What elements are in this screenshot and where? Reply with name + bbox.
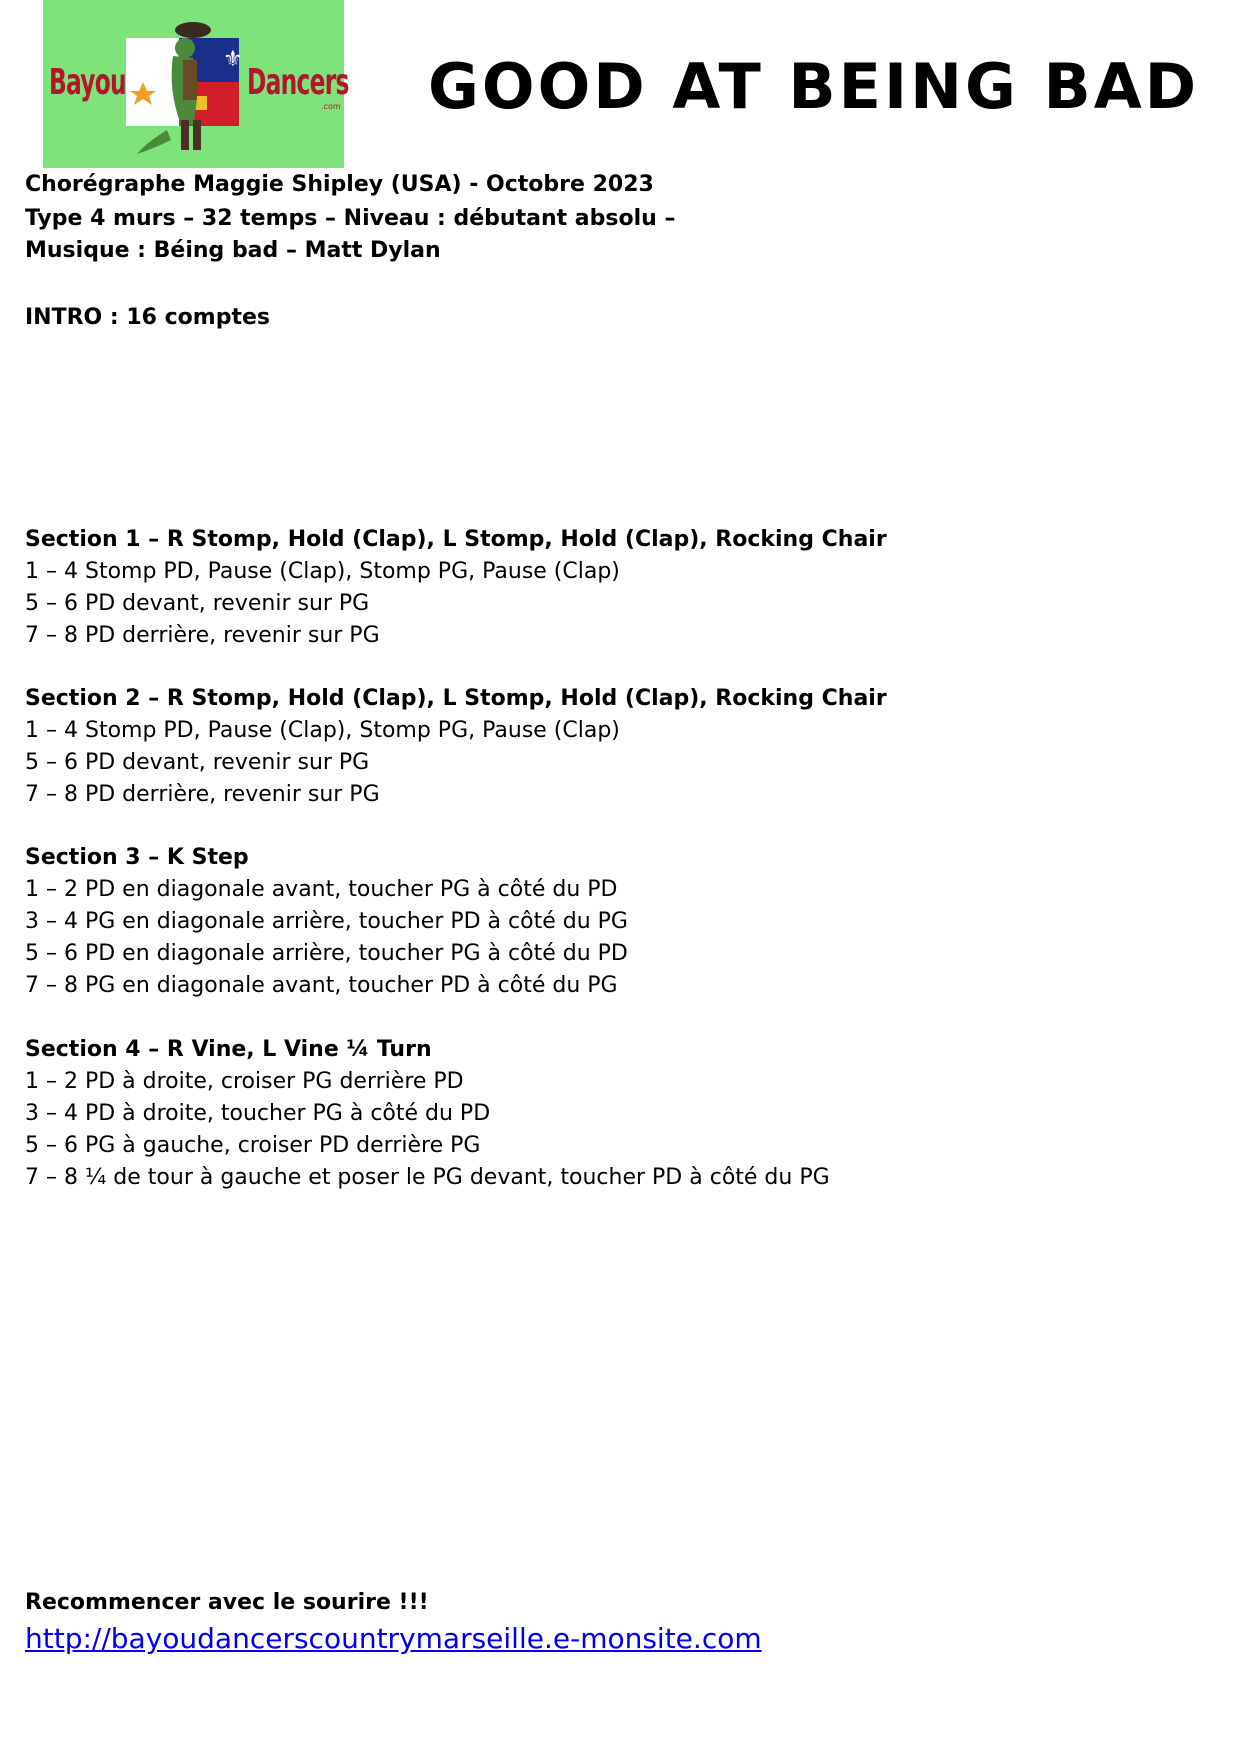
step-line: 1 – 2 PD à droite, croiser PG derrière PD (25, 1069, 464, 1094)
website-link[interactable]: http://bayoudancerscountrymarseille.e-monsite.com (25, 1622, 762, 1655)
step-line: 1 – 4 Stomp PD, Pause (Clap), Stomp PG, Pause (Clap) (25, 559, 620, 584)
step-line: 7 – 8 PD derrière, revenir sur PG (25, 623, 380, 648)
section-title: Section 3 – K Step (25, 845, 249, 870)
step-line: 5 – 6 PD devant, revenir sur PG (25, 591, 370, 616)
section-title: Section 4 – R Vine, L Vine ¼ Turn (25, 1037, 432, 1062)
logo-suffix: .com (321, 102, 341, 111)
step-line: 3 – 4 PG en diagonale arrière, toucher PD à côté du PG (25, 909, 628, 934)
section-title: Section 2 – R Stomp, Hold (Clap), L Stomp, Hold (Clap), Rocking Chair (25, 686, 887, 711)
step-line: 3 – 4 PD à droite, toucher PG à côté du PD (25, 1101, 491, 1126)
type-line: Type 4 murs – 32 temps – Niveau : débutant absolu – (25, 206, 676, 231)
logo (43, 0, 349, 168)
step-line: 1 – 4 Stomp PD, Pause (Clap), Stomp PG, Pause (Clap) (25, 718, 620, 743)
step-line: 7 – 8 PD derrière, revenir sur PG (25, 782, 380, 807)
page-title: GOOD AT BEING BAD (428, 50, 1200, 123)
step-line: 5 – 6 PD devant, revenir sur PG (25, 750, 370, 775)
section-title: Section 1 – R Stomp, Hold (Clap), L Stomp, Hold (Clap), Rocking Chair (25, 527, 887, 552)
step-line: 1 – 2 PD en diagonale avant, toucher PG à côté du PD (25, 877, 618, 902)
section-2 (25, 682, 887, 811)
section-3 (25, 841, 628, 1002)
section-4 (25, 1033, 830, 1194)
intro-line: INTRO : 16 comptes (25, 305, 270, 330)
logo-left-word: Bayou (49, 62, 126, 103)
footer-text: Recommencer avec le sourire !!! (25, 1590, 429, 1615)
step-line: 7 – 8 PG en diagonale avant, toucher PD à côté du PG (25, 973, 618, 998)
step-line: 5 – 6 PD en diagonale arrière, toucher PG à côté du PD (25, 941, 628, 966)
choreographer-line: Chorégraphe Maggie Shipley (USA) - Octobre 2023 (25, 172, 654, 197)
step-line: 7 – 8 ¼ de tour à gauche et poser le PG devant, toucher PD à côté du PG (25, 1165, 830, 1190)
logo-right-word: Dancers (247, 62, 349, 103)
section-1 (25, 523, 887, 652)
svg-text:⚜: ⚜ (223, 47, 243, 72)
music-line: Musique : Béing bad – Matt Dylan (25, 238, 441, 263)
step-line: 5 – 6 PG à gauche, croiser PD derrière PG (25, 1133, 481, 1158)
